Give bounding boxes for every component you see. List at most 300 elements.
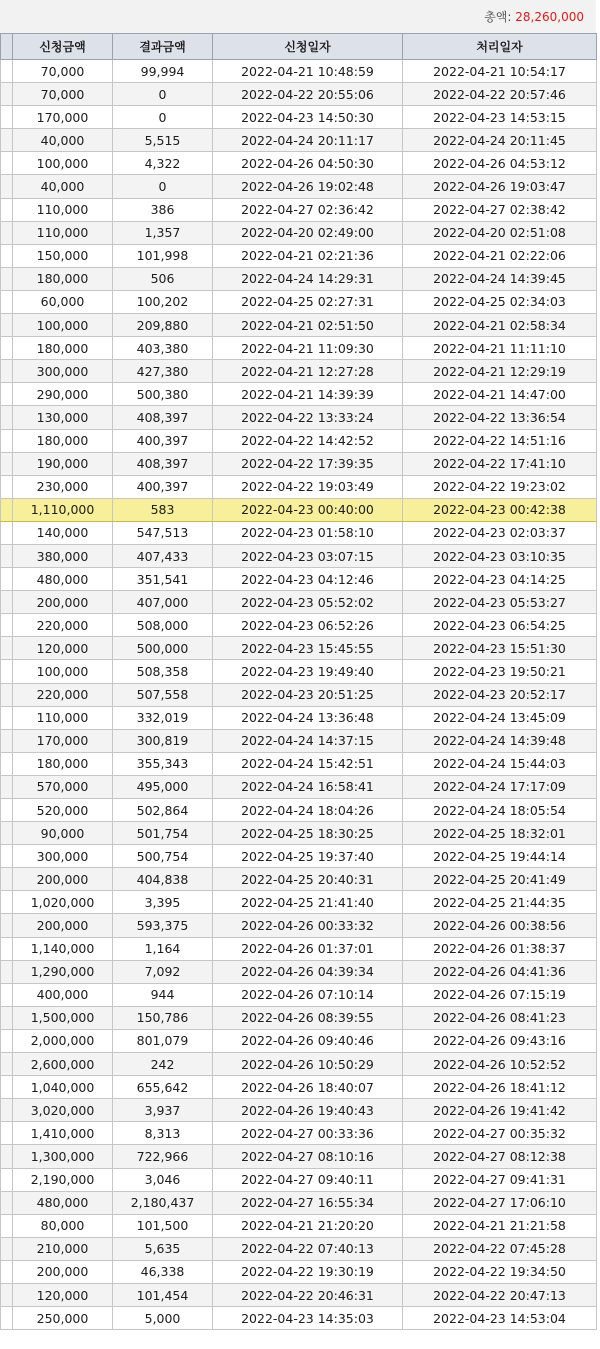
cell-request-date: 2022-04-22 14:42:52 xyxy=(213,429,403,452)
table-row[interactable] xyxy=(1,152,597,175)
cell-result-amount: 655,642 xyxy=(113,1076,213,1099)
table-row[interactable] xyxy=(1,799,597,822)
cell-result-amount: 427,380 xyxy=(113,360,213,383)
table-row[interactable] xyxy=(1,1099,597,1122)
cell-request-amount: 130,000 xyxy=(13,406,113,429)
cell-processed-date: 2022-04-24 14:39:45 xyxy=(403,267,597,290)
row-marker-cell xyxy=(1,568,13,591)
row-marker-cell xyxy=(1,591,13,614)
cell-processed-date: 2022-04-27 08:12:38 xyxy=(403,1145,597,1168)
table-row[interactable] xyxy=(1,1122,597,1145)
cell-processed-date: 2022-04-25 21:44:35 xyxy=(403,891,597,914)
cell-request-amount: 400,000 xyxy=(13,983,113,1006)
cell-result-amount: 508,358 xyxy=(113,660,213,683)
cell-request-amount: 300,000 xyxy=(13,360,113,383)
row-marker-cell xyxy=(1,106,13,129)
table-row[interactable] xyxy=(1,706,597,729)
cell-processed-date: 2022-04-26 07:15:19 xyxy=(403,983,597,1006)
table-body xyxy=(1,60,597,1330)
table-row[interactable] xyxy=(1,752,597,775)
table-row[interactable] xyxy=(1,106,597,129)
cell-request-amount: 40,000 xyxy=(13,175,113,198)
cell-result-amount: 1,357 xyxy=(113,221,213,244)
cell-result-amount: 101,998 xyxy=(113,244,213,267)
table-row[interactable] xyxy=(1,591,597,614)
table-row[interactable] xyxy=(1,521,597,544)
table-row[interactable] xyxy=(1,568,597,591)
row-marker-cell xyxy=(1,799,13,822)
table-row[interactable] xyxy=(1,383,597,406)
row-marker-cell xyxy=(1,660,13,683)
cell-request-date: 2022-04-24 14:29:31 xyxy=(213,267,403,290)
cell-request-amount: 200,000 xyxy=(13,1260,113,1283)
cell-result-amount: 408,397 xyxy=(113,406,213,429)
cell-request-date: 2022-04-25 18:30:25 xyxy=(213,822,403,845)
row-marker-cell xyxy=(1,937,13,960)
cell-request-date: 2022-04-22 20:46:31 xyxy=(213,1283,403,1306)
table-row[interactable] xyxy=(1,290,597,313)
cell-result-amount: 5,000 xyxy=(113,1307,213,1330)
cell-request-amount: 210,000 xyxy=(13,1237,113,1260)
table-row[interactable] xyxy=(1,1053,597,1076)
cell-request-date: 2022-04-23 14:50:30 xyxy=(213,106,403,129)
cell-request-amount: 2,600,000 xyxy=(13,1053,113,1076)
cell-request-amount: 1,500,000 xyxy=(13,1006,113,1029)
table-row[interactable] xyxy=(1,429,597,452)
table-row[interactable] xyxy=(1,891,597,914)
table-row[interactable] xyxy=(1,845,597,868)
table-row[interactable] xyxy=(1,614,597,637)
table-row[interactable] xyxy=(1,775,597,798)
cell-request-date: 2022-04-22 19:30:19 xyxy=(213,1260,403,1283)
cell-processed-date: 2022-04-22 14:51:16 xyxy=(403,429,597,452)
cell-request-amount: 2,000,000 xyxy=(13,1029,113,1052)
table-row[interactable] xyxy=(1,683,597,706)
cell-request-amount: 110,000 xyxy=(13,706,113,729)
cell-request-date: 2022-04-27 09:40:11 xyxy=(213,1168,403,1191)
cell-request-amount: 1,110,000 xyxy=(13,498,113,521)
row-marker-cell xyxy=(1,1006,13,1029)
cell-result-amount: 500,000 xyxy=(113,637,213,660)
table-row[interactable] xyxy=(1,129,597,152)
cell-processed-date: 2022-04-21 21:21:58 xyxy=(403,1214,597,1237)
table-row[interactable] xyxy=(1,914,597,937)
cell-result-amount: 0 xyxy=(113,175,213,198)
cell-processed-date: 2022-04-26 10:52:52 xyxy=(403,1053,597,1076)
cell-processed-date: 2022-04-23 03:10:35 xyxy=(403,544,597,567)
row-marker-cell xyxy=(1,314,13,337)
cell-result-amount: 0 xyxy=(113,83,213,106)
cell-result-amount: 8,313 xyxy=(113,1122,213,1145)
row-marker-cell xyxy=(1,360,13,383)
row-marker-cell xyxy=(1,452,13,475)
cell-result-amount: 500,380 xyxy=(113,383,213,406)
cell-request-date: 2022-04-27 02:36:42 xyxy=(213,198,403,221)
cell-request-date: 2022-04-26 00:33:32 xyxy=(213,914,403,937)
row-marker-cell xyxy=(1,868,13,891)
table-row[interactable] xyxy=(1,1191,597,1214)
row-marker-cell xyxy=(1,475,13,498)
cell-request-date: 2022-04-22 07:40:13 xyxy=(213,1237,403,1260)
cell-processed-date: 2022-04-25 18:32:01 xyxy=(403,822,597,845)
cell-request-date: 2022-04-23 06:52:26 xyxy=(213,614,403,637)
cell-request-date: 2022-04-24 13:36:48 xyxy=(213,706,403,729)
cell-processed-date: 2022-04-26 04:53:12 xyxy=(403,152,597,175)
row-marker-cell xyxy=(1,429,13,452)
cell-request-amount: 2,190,000 xyxy=(13,1168,113,1191)
cell-processed-date: 2022-04-25 19:44:14 xyxy=(403,845,597,868)
cell-request-amount: 100,000 xyxy=(13,314,113,337)
table-row-highlighted[interactable] xyxy=(1,498,597,521)
cell-processed-date: 2022-04-21 02:58:34 xyxy=(403,314,597,337)
row-marker-cell xyxy=(1,1237,13,1260)
cell-processed-date: 2022-04-26 09:43:16 xyxy=(403,1029,597,1052)
table-row[interactable] xyxy=(1,637,597,660)
table-row[interactable] xyxy=(1,822,597,845)
cell-result-amount: 501,754 xyxy=(113,822,213,845)
column-header-result-amount[interactable]: 결과금액 xyxy=(113,34,213,60)
cell-request-amount: 180,000 xyxy=(13,429,113,452)
cell-request-date: 2022-04-20 02:49:00 xyxy=(213,221,403,244)
table-row[interactable] xyxy=(1,175,597,198)
cell-result-amount: 404,838 xyxy=(113,868,213,891)
cell-processed-date: 2022-04-23 05:53:27 xyxy=(403,591,597,614)
cell-request-date: 2022-04-25 21:41:40 xyxy=(213,891,403,914)
row-marker-cell xyxy=(1,822,13,845)
cell-request-date: 2022-04-26 18:40:07 xyxy=(213,1076,403,1099)
table-header-row xyxy=(1,34,597,60)
cell-processed-date: 2022-04-23 19:50:21 xyxy=(403,660,597,683)
cell-request-amount: 570,000 xyxy=(13,775,113,798)
cell-processed-date: 2022-04-21 12:29:19 xyxy=(403,360,597,383)
cell-processed-date: 2022-04-23 00:42:38 xyxy=(403,498,597,521)
row-marker-cell xyxy=(1,267,13,290)
cell-result-amount: 801,079 xyxy=(113,1029,213,1052)
cell-request-amount: 100,000 xyxy=(13,660,113,683)
cell-request-amount: 1,300,000 xyxy=(13,1145,113,1168)
cell-processed-date: 2022-04-20 02:51:08 xyxy=(403,221,597,244)
cell-result-amount: 300,819 xyxy=(113,729,213,752)
row-marker-cell xyxy=(1,845,13,868)
row-marker-cell xyxy=(1,244,13,267)
cell-request-date: 2022-04-22 17:39:35 xyxy=(213,452,403,475)
cell-request-date: 2022-04-24 20:11:17 xyxy=(213,129,403,152)
cell-request-amount: 520,000 xyxy=(13,799,113,822)
cell-result-amount: 407,433 xyxy=(113,544,213,567)
cell-result-amount: 508,000 xyxy=(113,614,213,637)
table-row[interactable] xyxy=(1,314,597,337)
cell-request-date: 2022-04-25 02:27:31 xyxy=(213,290,403,313)
cell-result-amount: 2,180,437 xyxy=(113,1191,213,1214)
cell-request-date: 2022-04-26 10:50:29 xyxy=(213,1053,403,1076)
cell-request-amount: 200,000 xyxy=(13,914,113,937)
table-row[interactable] xyxy=(1,452,597,475)
row-marker-cell xyxy=(1,729,13,752)
cell-request-amount: 220,000 xyxy=(13,614,113,637)
table-row[interactable] xyxy=(1,1168,597,1191)
cell-request-date: 2022-04-24 15:42:51 xyxy=(213,752,403,775)
cell-request-date: 2022-04-26 09:40:46 xyxy=(213,1029,403,1052)
cell-result-amount: 3,395 xyxy=(113,891,213,914)
cell-request-amount: 1,140,000 xyxy=(13,937,113,960)
cell-result-amount: 502,864 xyxy=(113,799,213,822)
row-marker-cell xyxy=(1,406,13,429)
cell-result-amount: 583 xyxy=(113,498,213,521)
cell-request-amount: 70,000 xyxy=(13,83,113,106)
table-row[interactable] xyxy=(1,406,597,429)
cell-request-date: 2022-04-24 16:58:41 xyxy=(213,775,403,798)
cell-request-amount: 1,410,000 xyxy=(13,1122,113,1145)
cell-request-amount: 3,020,000 xyxy=(13,1099,113,1122)
row-marker-cell xyxy=(1,1076,13,1099)
cell-request-date: 2022-04-21 11:09:30 xyxy=(213,337,403,360)
cell-processed-date: 2022-04-21 11:11:10 xyxy=(403,337,597,360)
table-row[interactable] xyxy=(1,1145,597,1168)
cell-processed-date: 2022-04-22 19:34:50 xyxy=(403,1260,597,1283)
cell-request-amount: 80,000 xyxy=(13,1214,113,1237)
cell-request-date: 2022-04-21 10:48:59 xyxy=(213,60,403,83)
row-marker-cell xyxy=(1,152,13,175)
cell-request-amount: 1,020,000 xyxy=(13,891,113,914)
cell-request-amount: 380,000 xyxy=(13,544,113,567)
cell-request-date: 2022-04-26 01:37:01 xyxy=(213,937,403,960)
column-header-request-date[interactable]: 신청일자 xyxy=(213,34,403,60)
cell-result-amount: 722,966 xyxy=(113,1145,213,1168)
column-header-blank xyxy=(1,34,13,60)
table-row[interactable] xyxy=(1,1214,597,1237)
row-marker-cell xyxy=(1,775,13,798)
cell-request-date: 2022-04-26 04:50:30 xyxy=(213,152,403,175)
cell-result-amount: 351,541 xyxy=(113,568,213,591)
row-marker-cell xyxy=(1,1191,13,1214)
cell-result-amount: 100,202 xyxy=(113,290,213,313)
cell-processed-date: 2022-04-21 14:47:00 xyxy=(403,383,597,406)
cell-processed-date: 2022-04-24 14:39:48 xyxy=(403,729,597,752)
cell-request-amount: 90,000 xyxy=(13,822,113,845)
row-marker-cell xyxy=(1,1145,13,1168)
row-marker-cell xyxy=(1,914,13,937)
table-row[interactable] xyxy=(1,1307,597,1330)
cell-processed-date: 2022-04-27 02:38:42 xyxy=(403,198,597,221)
cell-result-amount: 242 xyxy=(113,1053,213,1076)
row-marker-cell xyxy=(1,60,13,83)
cell-request-date: 2022-04-22 20:55:06 xyxy=(213,83,403,106)
cell-processed-date: 2022-04-22 19:23:02 xyxy=(403,475,597,498)
cell-result-amount: 1,164 xyxy=(113,937,213,960)
history-table xyxy=(0,33,597,1330)
cell-request-amount: 230,000 xyxy=(13,475,113,498)
cell-request-amount: 120,000 xyxy=(13,637,113,660)
cell-processed-date: 2022-04-27 00:35:32 xyxy=(403,1122,597,1145)
table-row[interactable] xyxy=(1,221,597,244)
cell-processed-date: 2022-04-24 17:17:09 xyxy=(403,775,597,798)
cell-processed-date: 2022-04-26 19:03:47 xyxy=(403,175,597,198)
row-marker-cell xyxy=(1,498,13,521)
cell-processed-date: 2022-04-23 15:51:30 xyxy=(403,637,597,660)
cell-processed-date: 2022-04-22 20:57:46 xyxy=(403,83,597,106)
cell-request-date: 2022-04-23 15:45:55 xyxy=(213,637,403,660)
cell-request-date: 2022-04-21 02:21:36 xyxy=(213,244,403,267)
row-marker-cell xyxy=(1,706,13,729)
cell-request-amount: 150,000 xyxy=(13,244,113,267)
cell-request-date: 2022-04-26 19:40:43 xyxy=(213,1099,403,1122)
row-marker-cell xyxy=(1,637,13,660)
cell-result-amount: 355,343 xyxy=(113,752,213,775)
cell-result-amount: 403,380 xyxy=(113,337,213,360)
cell-request-amount: 190,000 xyxy=(13,452,113,475)
cell-request-amount: 480,000 xyxy=(13,568,113,591)
cell-request-date: 2022-04-23 03:07:15 xyxy=(213,544,403,567)
table-row[interactable] xyxy=(1,267,597,290)
cell-request-date: 2022-04-23 19:49:40 xyxy=(213,660,403,683)
row-marker-cell xyxy=(1,198,13,221)
column-header-request-amount[interactable]: 신청금액 xyxy=(13,34,113,60)
cell-processed-date: 2022-04-27 09:41:31 xyxy=(403,1168,597,1191)
cell-request-amount: 300,000 xyxy=(13,845,113,868)
cell-result-amount: 944 xyxy=(113,983,213,1006)
cell-processed-date: 2022-04-21 10:54:17 xyxy=(403,60,597,83)
cell-request-amount: 170,000 xyxy=(13,729,113,752)
row-marker-cell xyxy=(1,337,13,360)
cell-result-amount: 3,937 xyxy=(113,1099,213,1122)
table-row[interactable] xyxy=(1,729,597,752)
table-row[interactable] xyxy=(1,475,597,498)
cell-processed-date: 2022-04-24 15:44:03 xyxy=(403,752,597,775)
column-header-processed-date[interactable]: 처리일자 xyxy=(403,34,597,60)
table-row[interactable] xyxy=(1,1029,597,1052)
cell-result-amount: 407,000 xyxy=(113,591,213,614)
cell-result-amount: 46,338 xyxy=(113,1260,213,1283)
cell-request-date: 2022-04-26 04:39:34 xyxy=(213,960,403,983)
cell-processed-date: 2022-04-24 13:45:09 xyxy=(403,706,597,729)
table-row[interactable] xyxy=(1,244,597,267)
table-row[interactable] xyxy=(1,983,597,1006)
cell-request-amount: 70,000 xyxy=(13,60,113,83)
cell-request-date: 2022-04-24 14:37:15 xyxy=(213,729,403,752)
cell-processed-date: 2022-04-23 06:54:25 xyxy=(403,614,597,637)
row-marker-cell xyxy=(1,683,13,706)
table-row[interactable] xyxy=(1,198,597,221)
row-marker-cell xyxy=(1,752,13,775)
cell-request-date: 2022-04-23 20:51:25 xyxy=(213,683,403,706)
table-row[interactable] xyxy=(1,1006,597,1029)
row-marker-cell xyxy=(1,544,13,567)
cell-request-date: 2022-04-21 12:27:28 xyxy=(213,360,403,383)
cell-request-amount: 480,000 xyxy=(13,1191,113,1214)
cell-request-date: 2022-04-27 08:10:16 xyxy=(213,1145,403,1168)
cell-processed-date: 2022-04-26 04:41:36 xyxy=(403,960,597,983)
cell-result-amount: 5,635 xyxy=(113,1237,213,1260)
table-row[interactable] xyxy=(1,83,597,106)
table-row[interactable] xyxy=(1,937,597,960)
row-marker-cell xyxy=(1,614,13,637)
cell-result-amount: 101,454 xyxy=(113,1283,213,1306)
cell-request-date: 2022-04-21 14:39:39 xyxy=(213,383,403,406)
table-row[interactable] xyxy=(1,1260,597,1283)
cell-processed-date: 2022-04-23 14:53:15 xyxy=(403,106,597,129)
cell-processed-date: 2022-04-22 13:36:54 xyxy=(403,406,597,429)
table-row[interactable] xyxy=(1,1237,597,1260)
table-row[interactable] xyxy=(1,337,597,360)
table-row[interactable] xyxy=(1,60,597,83)
cell-request-date: 2022-04-23 14:35:03 xyxy=(213,1307,403,1330)
row-marker-cell xyxy=(1,521,13,544)
table-row[interactable] xyxy=(1,660,597,683)
cell-request-amount: 110,000 xyxy=(13,221,113,244)
row-marker-cell xyxy=(1,1307,13,1330)
row-marker-cell xyxy=(1,1260,13,1283)
row-marker-cell xyxy=(1,1283,13,1306)
table-row[interactable] xyxy=(1,1283,597,1306)
cell-request-amount: 180,000 xyxy=(13,752,113,775)
cell-processed-date: 2022-04-23 20:52:17 xyxy=(403,683,597,706)
row-marker-cell xyxy=(1,960,13,983)
row-marker-cell xyxy=(1,1029,13,1052)
row-marker-cell xyxy=(1,83,13,106)
row-marker-cell xyxy=(1,129,13,152)
cell-processed-date: 2022-04-23 02:03:37 xyxy=(403,521,597,544)
cell-result-amount: 5,515 xyxy=(113,129,213,152)
cell-result-amount: 3,046 xyxy=(113,1168,213,1191)
cell-processed-date: 2022-04-24 20:11:45 xyxy=(403,129,597,152)
cell-result-amount: 500,754 xyxy=(113,845,213,868)
table-row[interactable] xyxy=(1,960,597,983)
cell-result-amount: 0 xyxy=(113,106,213,129)
row-marker-cell xyxy=(1,175,13,198)
cell-result-amount: 547,513 xyxy=(113,521,213,544)
cell-result-amount: 150,786 xyxy=(113,1006,213,1029)
total-label: 총액: xyxy=(484,10,512,24)
cell-request-amount: 100,000 xyxy=(13,152,113,175)
cell-request-amount: 1,290,000 xyxy=(13,960,113,983)
cell-processed-date: 2022-04-26 00:38:56 xyxy=(403,914,597,937)
cell-request-amount: 120,000 xyxy=(13,1283,113,1306)
cell-result-amount: 209,880 xyxy=(113,314,213,337)
cell-request-date: 2022-04-25 19:37:40 xyxy=(213,845,403,868)
cell-request-amount: 180,000 xyxy=(13,267,113,290)
table-row[interactable] xyxy=(1,360,597,383)
cell-request-date: 2022-04-27 00:33:36 xyxy=(213,1122,403,1145)
cell-processed-date: 2022-04-23 04:14:25 xyxy=(403,568,597,591)
cell-request-date: 2022-04-26 08:39:55 xyxy=(213,1006,403,1029)
cell-request-amount: 200,000 xyxy=(13,591,113,614)
cell-request-amount: 200,000 xyxy=(13,868,113,891)
cell-processed-date: 2022-04-24 18:05:54 xyxy=(403,799,597,822)
cell-processed-date: 2022-04-26 08:41:23 xyxy=(403,1006,597,1029)
row-marker-cell xyxy=(1,1099,13,1122)
cell-request-amount: 1,040,000 xyxy=(13,1076,113,1099)
cell-request-date: 2022-04-27 16:55:34 xyxy=(213,1191,403,1214)
cell-processed-date: 2022-04-22 17:41:10 xyxy=(403,452,597,475)
cell-result-amount: 408,397 xyxy=(113,452,213,475)
cell-request-amount: 110,000 xyxy=(13,198,113,221)
cell-result-amount: 593,375 xyxy=(113,914,213,937)
cell-request-amount: 290,000 xyxy=(13,383,113,406)
cell-request-date: 2022-04-21 21:20:20 xyxy=(213,1214,403,1237)
cell-request-amount: 180,000 xyxy=(13,337,113,360)
cell-request-date: 2022-04-22 13:33:24 xyxy=(213,406,403,429)
cell-processed-date: 2022-04-25 20:41:49 xyxy=(403,868,597,891)
table-row[interactable] xyxy=(1,1076,597,1099)
cell-processed-date: 2022-04-22 20:47:13 xyxy=(403,1283,597,1306)
cell-request-date: 2022-04-23 01:58:10 xyxy=(213,521,403,544)
cell-result-amount: 400,397 xyxy=(113,429,213,452)
row-marker-cell xyxy=(1,383,13,406)
table-row[interactable] xyxy=(1,544,597,567)
table-row[interactable] xyxy=(1,868,597,891)
cell-processed-date: 2022-04-26 18:41:12 xyxy=(403,1076,597,1099)
row-marker-cell xyxy=(1,1053,13,1076)
